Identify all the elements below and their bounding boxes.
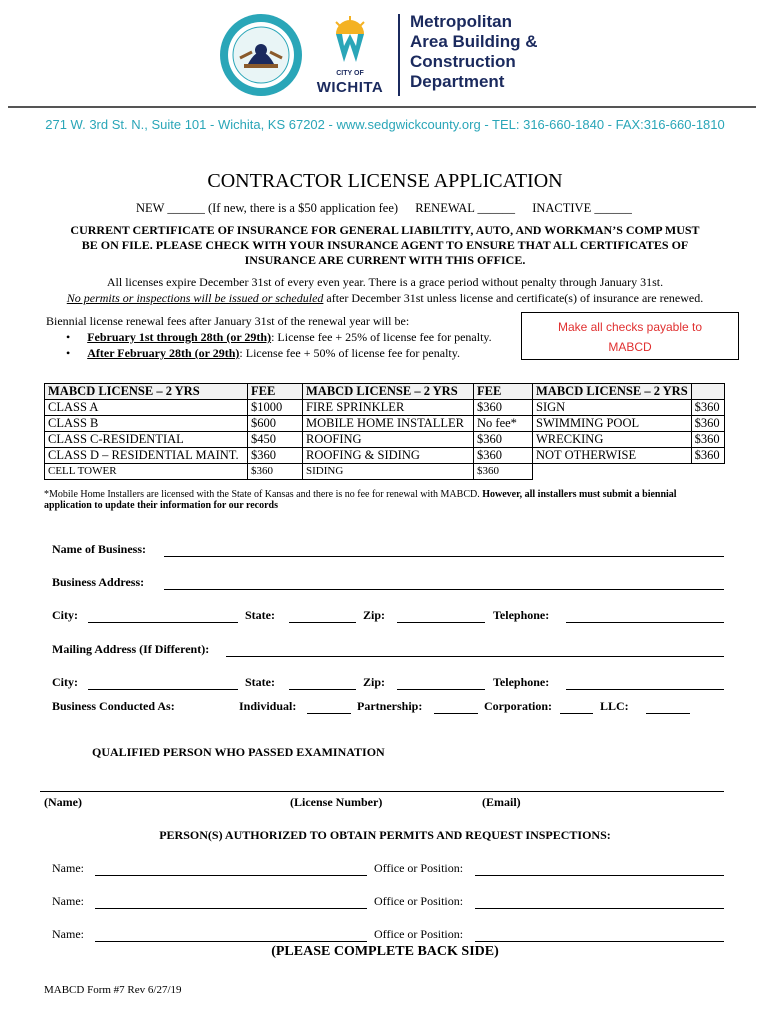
bullet-2-rest: : License fee + 50% of license fee for penalty. bbox=[239, 346, 460, 360]
name-of-business-field[interactable] bbox=[164, 556, 724, 557]
qualified-email-label: (Email) bbox=[482, 795, 521, 809]
qualified-name-label: (Name) bbox=[44, 795, 82, 809]
table-cell: NOT OTHERWISE bbox=[533, 448, 692, 464]
state-label: State: bbox=[245, 608, 275, 622]
zip-field[interactable] bbox=[397, 622, 485, 623]
city-field[interactable] bbox=[88, 622, 238, 623]
city-label-2: City: bbox=[52, 675, 78, 689]
table-header-row bbox=[45, 384, 725, 400]
table-row bbox=[45, 400, 725, 416]
mailing-address-label: Mailing Address (If Different): bbox=[52, 642, 210, 656]
expiry-line-1: All licenses expire December 31st of every even year. There is a grace period without penalty through January 31st. bbox=[106, 275, 664, 289]
dept-line-4: Department bbox=[410, 72, 505, 91]
table-cell: $600 bbox=[248, 416, 303, 432]
table-cell: $450 bbox=[248, 432, 303, 448]
license-fee-table bbox=[44, 383, 725, 480]
telephone-label-2: Telephone: bbox=[493, 675, 550, 689]
state-field[interactable] bbox=[289, 622, 356, 623]
insurance-notice bbox=[0, 223, 770, 268]
authorized-name-label-1: Name: bbox=[52, 861, 84, 875]
fee2-header: FEE bbox=[474, 384, 533, 400]
status-renewal[interactable]: RENEWAL ______ bbox=[415, 201, 516, 215]
col1-header: MABCD LICENSE – 2 YRS bbox=[45, 384, 248, 400]
table-cell: CELL TOWER bbox=[45, 464, 248, 480]
individual-label: Individual: bbox=[239, 699, 297, 713]
table-cell: $360 bbox=[474, 400, 533, 416]
county-seal-logo bbox=[218, 12, 304, 98]
address-bar: 271 W. 3rd St. N., Suite 101 - Wichita, KS 67202 - www.sedgwickcounty.org - TEL: 316-660-1840 - FAX:316-660-1810 bbox=[45, 117, 725, 132]
bullet-2-bold: After February 28th (or 29th) bbox=[87, 346, 240, 360]
authorized-name-field-3[interactable] bbox=[95, 941, 367, 942]
authorized-office-label-1: Office or Position: bbox=[374, 861, 464, 875]
renewal-bullet-1 bbox=[66, 330, 492, 345]
table-cell: $1000 bbox=[248, 400, 303, 416]
qualified-heading: QUALIFIED PERSON WHO PASSED EXAMINATION bbox=[92, 745, 385, 759]
table-cell bbox=[691, 464, 724, 480]
qualified-license-label: (License Number) bbox=[290, 795, 383, 809]
status-line bbox=[136, 201, 632, 216]
table-cell: $360 bbox=[248, 448, 303, 464]
zip-field-2[interactable] bbox=[397, 689, 485, 690]
checks-line-1: Make all checks payable to bbox=[557, 320, 703, 334]
table-cell: CLASS A bbox=[45, 400, 248, 416]
authorized-name-field-1[interactable] bbox=[95, 875, 367, 876]
table-cell: CLASS D – RESIDENTIAL MAINT. bbox=[45, 448, 248, 464]
table-cell: $360 bbox=[474, 464, 533, 480]
please-complete-back: (PLEASE COMPLETE BACK SIDE) bbox=[271, 944, 499, 959]
authorized-office-field-1[interactable] bbox=[475, 875, 724, 876]
page-title: CONTRACTOR LICENSE APPLICATION bbox=[207, 170, 563, 192]
authorized-office-label-2: Office or Position: bbox=[374, 894, 464, 908]
renewal-intro: Biennial license renewal fees after January 31st of the renewal year will be: bbox=[46, 314, 410, 328]
telephone-label: Telephone: bbox=[493, 608, 550, 622]
col2-header: MABCD LICENSE – 2 YRS bbox=[303, 384, 474, 400]
individual-field[interactable] bbox=[307, 713, 351, 714]
footnote bbox=[44, 489, 724, 511]
table-cell: $360 bbox=[691, 432, 724, 448]
dept-line-3: Construction bbox=[410, 52, 516, 71]
telephone-field[interactable] bbox=[566, 622, 724, 623]
checks-payable-box bbox=[521, 312, 739, 360]
bullet-1-bold: February 1st through 28th (or 29th) bbox=[87, 330, 272, 344]
bullet-dot: • bbox=[66, 330, 71, 344]
zip-label-2: Zip: bbox=[363, 675, 386, 689]
bullet-1-rest: : License fee + 25% of license fee for penalty. bbox=[271, 330, 492, 344]
header-rule bbox=[8, 106, 756, 108]
table-cell: $360 bbox=[474, 448, 533, 464]
state-label-2: State: bbox=[245, 675, 275, 689]
table-cell: No fee* bbox=[474, 416, 533, 432]
table-cell: CLASS C-RESIDENTIAL bbox=[45, 432, 248, 448]
col3-header: MABCD LICENSE – 2 YRS bbox=[533, 384, 692, 400]
business-address-field[interactable] bbox=[164, 589, 724, 590]
authorized-heading: PERSON(S) AUTHORIZED TO OBTAIN PERMITS AND REQUEST INSPECTIONS: bbox=[159, 828, 611, 842]
table-cell: CLASS B bbox=[45, 416, 248, 432]
form-number: MABCD Form #7 Rev 6/27/19 bbox=[44, 984, 182, 996]
checks-line-2: MABCD bbox=[608, 340, 652, 354]
llc-field[interactable] bbox=[646, 713, 690, 714]
no-permits-text: No permits or inspections will be issued or scheduled bbox=[66, 291, 324, 305]
table-cell: ROOFING & SIDING bbox=[303, 448, 474, 464]
table-cell: $360 bbox=[248, 464, 303, 480]
city-logo-top-text: CITY OF bbox=[336, 70, 364, 77]
city-logo-name: WICHITA bbox=[316, 79, 384, 96]
table-row bbox=[45, 432, 725, 448]
city-of-wichita-logo bbox=[310, 12, 390, 98]
table-cell: MOBILE HOME INSTALLER bbox=[303, 416, 474, 432]
insurance-line-1: CURRENT CERTIFICATE OF INSURANCE FOR GENERAL LIABILTITY, AUTO, AND WORKMAN’S COMP MUST bbox=[70, 223, 700, 237]
department-name bbox=[410, 12, 538, 92]
authorized-office-field-2[interactable] bbox=[475, 908, 724, 909]
logo-divider bbox=[398, 14, 400, 96]
expiry-rest-text: after December 31st unless license and certificate(s) of insurance are renewed. bbox=[326, 291, 704, 305]
table-cell: $360 bbox=[691, 400, 724, 416]
table-cell bbox=[533, 464, 692, 480]
status-inactive[interactable]: INACTIVE ______ bbox=[532, 201, 632, 215]
llc-label: LLC: bbox=[600, 699, 629, 713]
partnership-label: Partnership: bbox=[357, 699, 423, 713]
corporation-label: Corporation: bbox=[484, 699, 552, 713]
telephone-field-2[interactable] bbox=[566, 689, 724, 690]
table-cell: SIGN bbox=[533, 400, 692, 416]
table-cell: SIDING bbox=[303, 464, 474, 480]
dept-line-2: Area Building & bbox=[410, 32, 538, 51]
footnote-normal: *Mobile Home Installers are licensed with the State of Kansas and there is no fee for renewal with MABCD. bbox=[44, 489, 480, 500]
fee3-header bbox=[691, 384, 724, 400]
fee1-header: FEE bbox=[248, 384, 303, 400]
city-field-2[interactable] bbox=[88, 689, 238, 690]
zip-label: Zip: bbox=[363, 608, 386, 622]
table-cell: $360 bbox=[474, 432, 533, 448]
table-row bbox=[45, 448, 725, 464]
table-cell: FIRE SPRINKLER bbox=[303, 400, 474, 416]
authorized-name-label-2: Name: bbox=[52, 894, 84, 908]
authorized-name-field-2[interactable] bbox=[95, 908, 367, 909]
footnote-bold: However, all installers must submit a biennial application to update their information for our records bbox=[44, 489, 677, 511]
table-row bbox=[45, 416, 725, 432]
insurance-line-3: INSURANCE ARE CURRENT WITH THIS OFFICE. bbox=[244, 253, 526, 267]
city-label: City: bbox=[52, 608, 78, 622]
business-address-label: Business Address: bbox=[52, 575, 145, 589]
authorized-office-field-3[interactable] bbox=[475, 941, 724, 942]
table-cell: $360 bbox=[691, 416, 724, 432]
table-cell: WRECKING bbox=[533, 432, 692, 448]
qualified-person-field[interactable] bbox=[40, 791, 724, 792]
authorized-office-label-3: Office or Position: bbox=[374, 927, 464, 941]
mailing-address-field[interactable] bbox=[226, 656, 724, 657]
bullet-dot: • bbox=[66, 346, 71, 360]
renewal-bullet-2 bbox=[66, 346, 460, 361]
table-cell: $360 bbox=[691, 448, 724, 464]
status-new[interactable]: NEW ______ (If new, there is a $50 application fee) bbox=[136, 201, 399, 215]
partnership-field[interactable] bbox=[434, 713, 478, 714]
dept-line-1: Metropolitan bbox=[410, 12, 512, 31]
corporation-field[interactable] bbox=[560, 713, 593, 714]
authorized-name-label-3: Name: bbox=[52, 927, 84, 941]
expiry-line-2 bbox=[0, 291, 770, 306]
business-conducted-label: Business Conducted As: bbox=[52, 699, 175, 713]
name-of-business-label: Name of Business: bbox=[52, 542, 147, 556]
state-field-2[interactable] bbox=[289, 689, 356, 690]
insurance-line-2: BE ON FILE. PLEASE CHECK WITH YOUR INSURANCE AGENT TO ENSURE THAT ALL CERTIFICATES OF bbox=[81, 238, 689, 252]
table-cell: ROOFING bbox=[303, 432, 474, 448]
table-cell: SWIMMING POOL bbox=[533, 416, 692, 432]
table-row bbox=[45, 464, 725, 480]
